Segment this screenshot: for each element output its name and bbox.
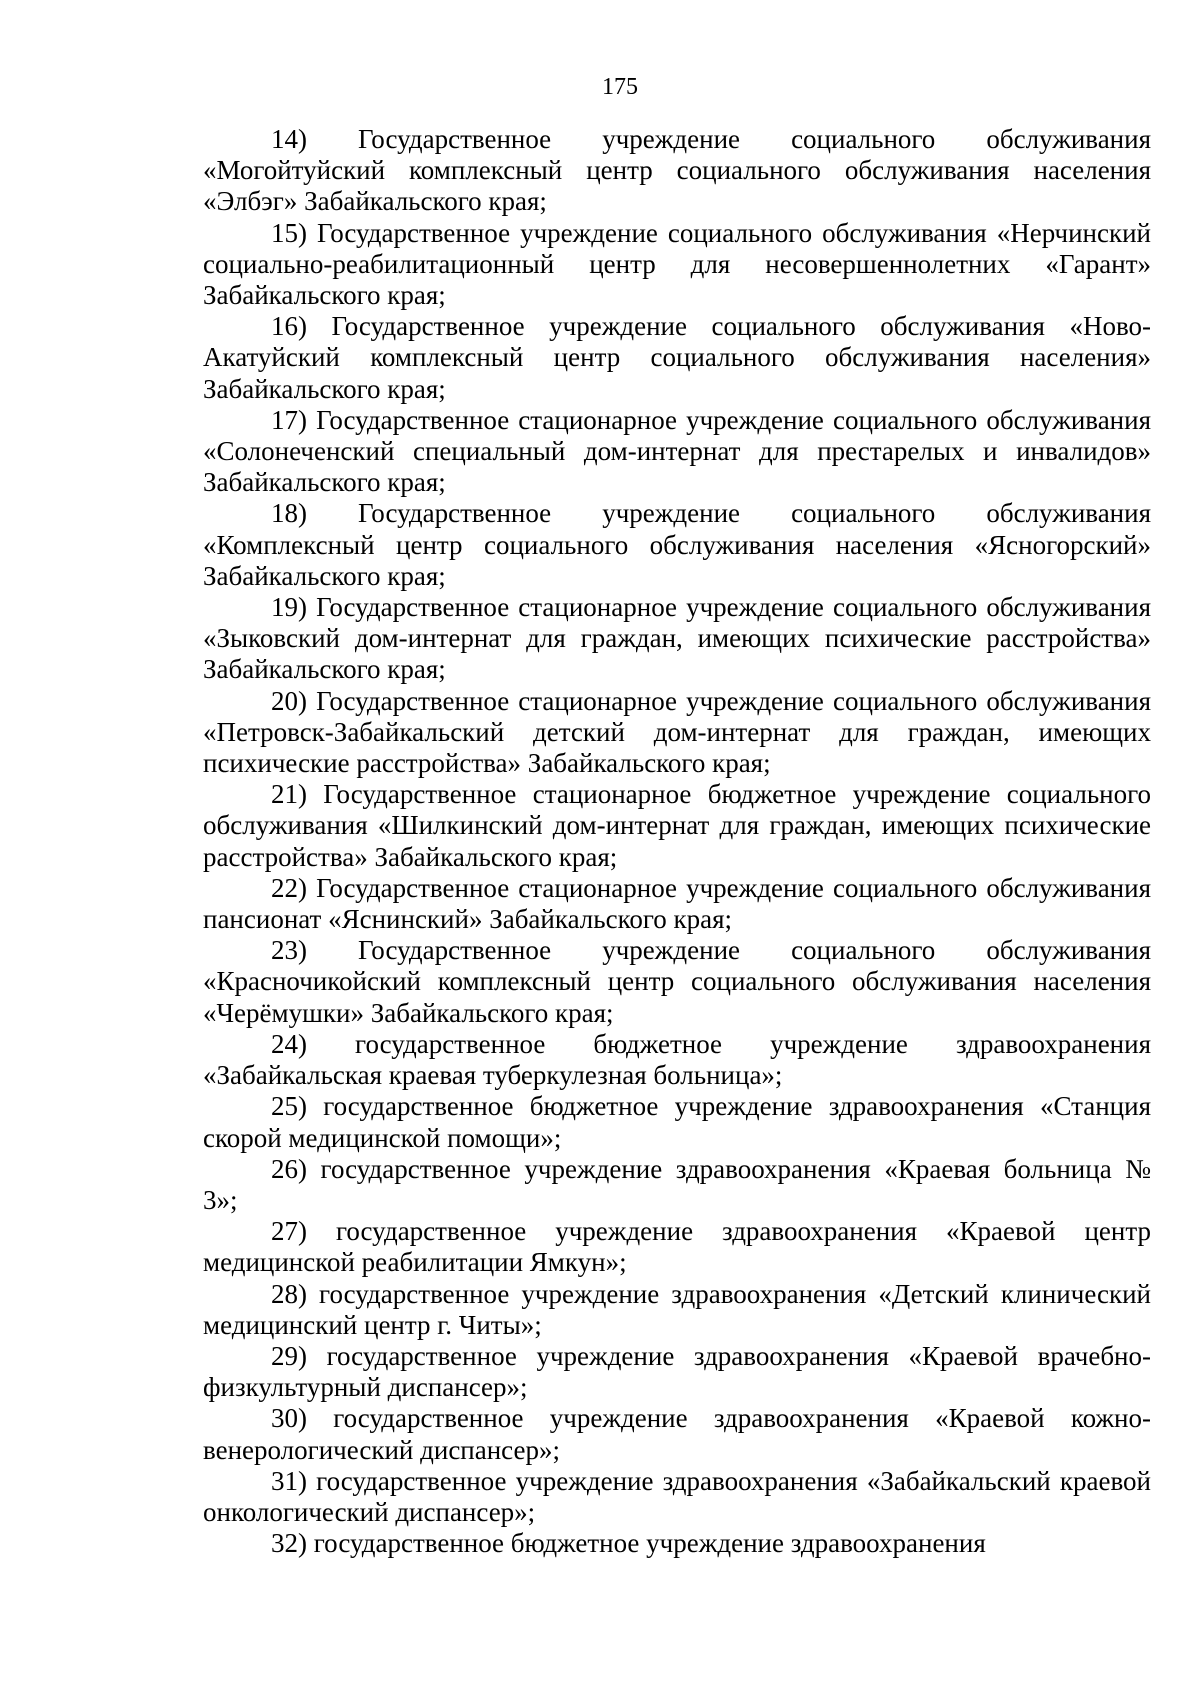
- list-item-14: 14) Государственное учреждение социального обслуживания «Могойтуйский комплексный центр социального обслуживания населения «Элбэг» Забайкальского края;: [203, 124, 1151, 217]
- list-item-16: 16) Государственное учреждение социального обслуживания «Ново-Акатуйский комплексный центр социального обслуживания населения» Забайкальского края;: [203, 311, 1151, 404]
- list-item-32: 32) государственное бюджетное учреждение здравоохранения: [271, 1528, 986, 1559]
- list-item-23: 23) Государственное учреждение социального обслуживания «Красночикойский комплексный центр социального обслуживания населения «Черёмушки» Забайкальского края;: [203, 935, 1151, 1028]
- list-item-27: 27) государственное учреждение здравоохранения «Краевой центр медицинской реабилитации Ямкун»;: [203, 1216, 1151, 1278]
- list-item-19: 19) Государственное стационарное учреждение социального обслуживания «Зыковский дом-интернат для граждан, имеющих психические расстройства» Забайкальского края;: [203, 592, 1151, 685]
- list-item-25: 25) государственное бюджетное учреждение здравоохранения «Станция скорой медицинской помощи»;: [203, 1091, 1151, 1153]
- list-item-22: 22) Государственное стационарное учреждение социального обслуживания пансионат «Яснинский» Забайкальского края;: [203, 872, 1151, 935]
- list-item-18: 18) Государственное учреждение социального обслуживания «Комплексный центр социального обслуживания населения «Ясногорский» Забайкальского края;: [203, 498, 1151, 591]
- list-item-24: 24) государственное бюджетное учреждение здравоохранения «Забайкальская краевая туберкулезная больница»;: [203, 1028, 1151, 1091]
- list-item-28: 28) государственное учреждение здравоохранения «Детский клинический медицинский центр г. Читы»;: [203, 1278, 1151, 1340]
- list-item-15: 15) Государственное учреждение социального обслуживания «Нерчинский социально-реабилитационный центр для несовершеннолетних «Гарант» Забайкальского края;: [203, 217, 1151, 311]
- list-item-21: 21) Государственное стационарное бюджетное учреждение социального обслуживания «Шилкинский дом-интернат для граждан, имеющих психические расстройства» Забайкальского края;: [203, 779, 1151, 872]
- list-item-17: 17) Государственное стационарное учреждение социального обслуживания «Солонеченский специальный дом-интернат для престарелых и инвалидов» Забайкальского края;: [203, 404, 1151, 498]
- page-number: 175: [602, 74, 638, 100]
- list-item-30: 30) государственное учреждение здравоохранения «Краевой кожно-венерологический диспансер»;: [203, 1403, 1151, 1465]
- list-item-31: 31) государственное учреждение здравоохранения «Забайкальский краевой онкологический диспансер»;: [203, 1465, 1151, 1527]
- list-item-29: 29) государственное учреждение здравоохранения «Краевой врачебно-физкультурный диспансер»;: [203, 1340, 1151, 1403]
- list-item-26: 26) государственное учреждение здравоохранения «Краевая больница № 3»;: [203, 1153, 1151, 1215]
- document-body: [203, 124, 1151, 1559]
- list-item-20: 20) Государственное стационарное учреждение социального обслуживания «Петровск-Забайкальский детский дом-интернат для граждан, имеющих психические расстройства» Забайкальского края;: [203, 685, 1151, 779]
